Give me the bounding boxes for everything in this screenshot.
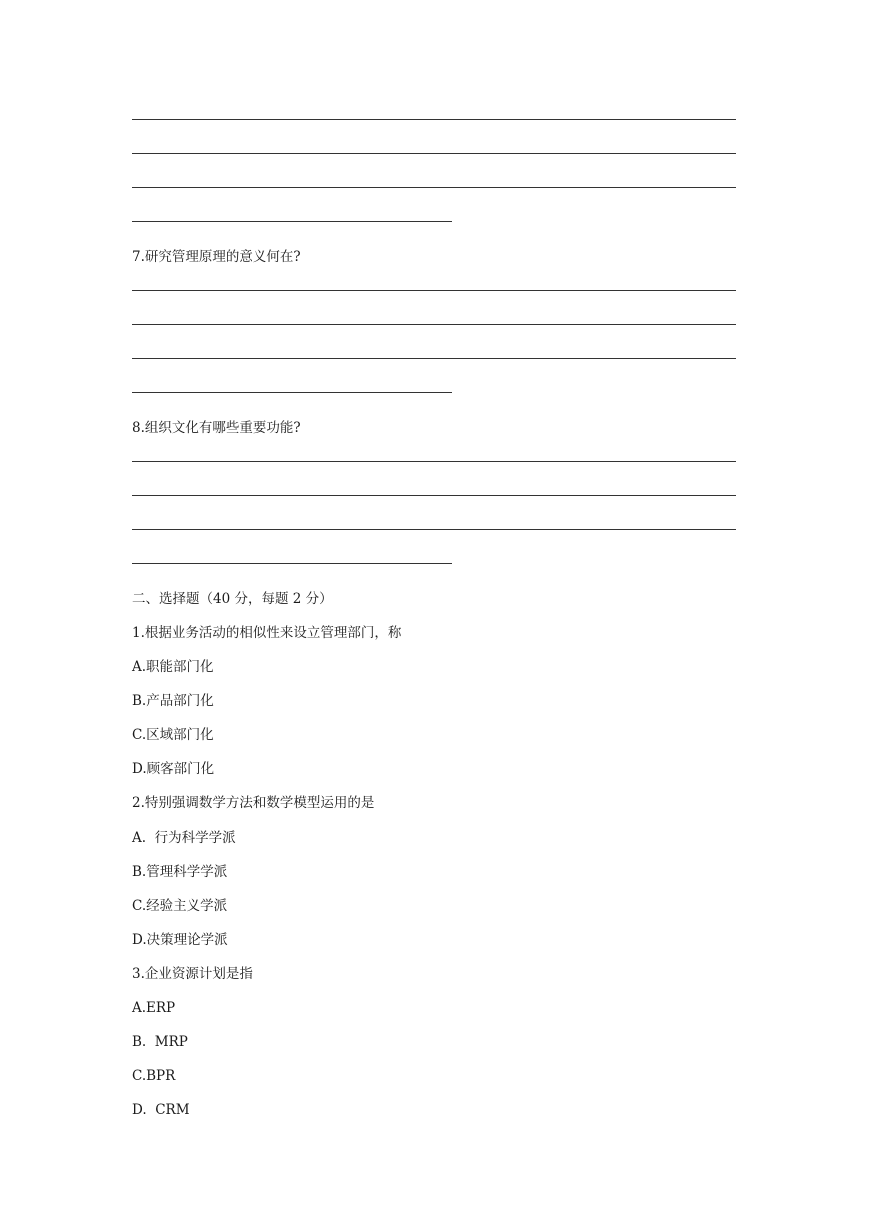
mc3-option-c: C.BPR <box>132 1068 176 1084</box>
answer-line <box>132 187 736 188</box>
answer-line <box>132 221 452 222</box>
answer-line <box>132 290 736 291</box>
mc1-option-c: C.区域部门化 <box>132 727 214 743</box>
question-7: 7.研究管理原理的意义何在? <box>132 249 301 265</box>
mc-question-2: 2.特别强调数学方法和数学模型运用的是 <box>132 795 375 811</box>
answer-line <box>132 563 452 564</box>
mc3-option-d: D. CRM <box>132 1102 190 1118</box>
mc3-option-a: A.ERP <box>132 1000 176 1016</box>
mc1-option-d: D.顾客部门化 <box>132 761 215 777</box>
question-8: 8.组织文化有哪些重要功能? <box>132 420 301 436</box>
mc3-option-b: B. MRP <box>132 1034 188 1050</box>
answer-line <box>132 153 736 154</box>
section-heading: 二、选择题（40 分，每题 2 分） <box>132 591 333 607</box>
mc2-option-b: B.管理科学学派 <box>132 864 228 880</box>
mc-question-3: 3.企业资源计划是指 <box>132 966 253 982</box>
mc-question-1: 1.根据业务活动的相似性来设立管理部门，称 <box>132 625 402 641</box>
answer-line <box>132 529 736 530</box>
answer-line <box>132 358 736 359</box>
answer-line <box>132 461 736 462</box>
answer-line <box>132 324 736 325</box>
mc1-option-a: A.职能部门化 <box>132 659 214 675</box>
answer-line <box>132 119 736 120</box>
answer-line <box>132 495 736 496</box>
mc2-option-d: D.决策理论学派 <box>132 932 228 948</box>
answer-line <box>132 392 452 393</box>
mc2-option-a: A. 行为科学学派 <box>132 830 236 846</box>
mc1-option-b: B.产品部门化 <box>132 693 214 709</box>
mc2-option-c: C.经验主义学派 <box>132 898 228 914</box>
